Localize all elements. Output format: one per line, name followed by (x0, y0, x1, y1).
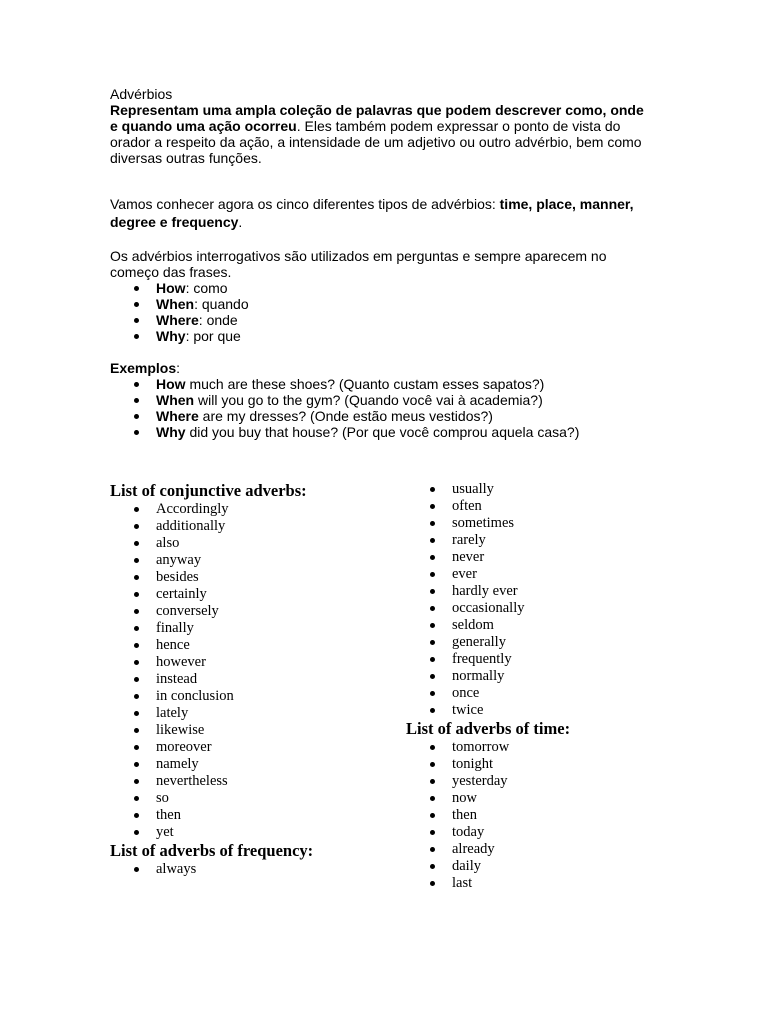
list-item-text: namely (156, 756, 199, 772)
intro-paragraph (110, 102, 650, 166)
list-item (406, 532, 666, 549)
bullet-icon (134, 382, 139, 387)
list-item (406, 807, 666, 824)
bullet-icon (134, 318, 139, 323)
bullet-icon (134, 592, 139, 597)
list-item (406, 875, 666, 892)
list-item (406, 515, 666, 532)
list-item-text: sometimes (452, 515, 515, 531)
list-item (406, 773, 666, 790)
bullet-icon (134, 430, 139, 435)
list-item (406, 651, 666, 668)
types-end: . (238, 214, 243, 230)
document-title: Advérbios (110, 86, 173, 102)
list-item-text: today (452, 824, 485, 840)
list-item-text: hardly ever (452, 583, 518, 599)
bullet-icon (134, 660, 139, 665)
list-item (110, 688, 400, 705)
list-item (110, 671, 400, 688)
bullet-icon (430, 830, 435, 835)
list-item (110, 824, 400, 841)
bullet-icon (134, 779, 139, 784)
list-item-text: finally (156, 620, 194, 636)
examples-label-rest: : (176, 360, 181, 376)
list-item-text: nevertheless (156, 773, 228, 789)
list-item (110, 280, 650, 296)
bullet-icon (430, 572, 435, 577)
bullet-icon (134, 830, 139, 835)
bullet-icon (134, 643, 139, 648)
frequency-list-right (406, 481, 666, 719)
conjunctive-list (110, 501, 400, 841)
frequency-heading: List of adverbs of frequency: (110, 841, 314, 860)
list-item (406, 685, 666, 702)
list-item-text: likewise (156, 722, 205, 738)
example-word: Where (156, 408, 199, 424)
example-text: will you go to the gym? (Quando você vai à academia?) (194, 392, 543, 408)
list-item-text: additionally (156, 518, 226, 534)
interrogative-meaning: : onde (198, 312, 238, 328)
bullet-icon (430, 691, 435, 696)
list-item-text: then (452, 807, 477, 823)
list-item (406, 702, 666, 719)
list-item (110, 586, 400, 603)
list-item-text: once (452, 685, 480, 701)
interrogatives-paragraph: Os advérbios interrogativos são utilizados em perguntas e sempre aparecem no começo das frases. (110, 248, 607, 280)
list-item (110, 705, 400, 722)
bullet-icon (430, 589, 435, 594)
bullet-icon (134, 334, 139, 339)
bullet-icon (134, 558, 139, 563)
intro-rest: . Eles também podem expressar o ponto de vista do orador a respeito da ação, a intensidade de um adjetivo ou outro advérbio, bem como diversas outras funções. (110, 118, 642, 166)
list-item (406, 498, 666, 515)
bullet-icon (134, 694, 139, 699)
interrogatives-list (110, 280, 650, 344)
bullet-icon (134, 398, 139, 403)
time-heading: List of adverbs of time: (406, 719, 571, 738)
bullet-icon (430, 708, 435, 713)
list-item (110, 376, 650, 392)
list-item (110, 603, 400, 620)
list-item-text: now (452, 790, 477, 806)
list-item (110, 790, 400, 807)
bullet-icon (430, 640, 435, 645)
list-item-text: never (452, 549, 485, 565)
list-item (110, 312, 650, 328)
list-item-text: hence (156, 637, 190, 653)
example-word: How (156, 376, 186, 392)
bullet-icon (430, 657, 435, 662)
examples-list (110, 376, 650, 440)
list-item-text: rarely (452, 532, 486, 548)
list-item-text: moreover (156, 739, 212, 755)
frequency-list-left (110, 861, 400, 878)
list-item-text: twice (452, 702, 484, 718)
list-item (110, 518, 400, 535)
list-item-text: yesterday (452, 773, 508, 789)
list-item (110, 569, 400, 586)
list-item (406, 634, 666, 651)
example-text: are my dresses? (Onde estão meus vestidos?) (198, 408, 493, 424)
list-item (110, 408, 650, 424)
list-item-text: then (156, 807, 181, 823)
list-item (406, 549, 666, 566)
list-item (110, 807, 400, 824)
list-item (110, 654, 400, 671)
list-item-text: anyway (156, 552, 202, 568)
bullet-icon (134, 728, 139, 733)
bullet-icon (430, 881, 435, 886)
types-bold: time, place, manner, degree e frequency (110, 196, 634, 230)
list-item-text: last (452, 875, 473, 891)
list-item-text: already (452, 841, 495, 857)
list-item-text: daily (452, 858, 481, 874)
interrogative-word: When (156, 296, 195, 312)
list-item-text: however (156, 654, 206, 670)
example-word: Why (156, 424, 186, 440)
bullet-icon (430, 779, 435, 784)
list-item-text: occasionally (452, 600, 525, 616)
list-item-text: lately (156, 705, 189, 721)
bullet-icon (134, 541, 139, 546)
interrogative-word: Where (156, 312, 199, 328)
list-item-text: also (156, 535, 180, 551)
list-item-text: Accordingly (156, 501, 229, 517)
bullet-icon (430, 606, 435, 611)
list-item (406, 566, 666, 583)
list-item (110, 501, 400, 518)
list-item (406, 600, 666, 617)
list-item-text: frequently (452, 651, 512, 667)
bullet-icon (134, 575, 139, 580)
list-item-text: normally (452, 668, 505, 684)
bullet-icon (134, 626, 139, 631)
bullet-icon (430, 504, 435, 509)
list-item (406, 858, 666, 875)
bullet-icon (430, 745, 435, 750)
bullet-icon (430, 674, 435, 679)
list-item (406, 739, 666, 756)
bullet-icon (134, 745, 139, 750)
bullet-icon (430, 487, 435, 492)
list-item-text: besides (156, 569, 199, 585)
list-item (110, 392, 650, 408)
bullet-icon (430, 538, 435, 543)
list-item (406, 617, 666, 634)
list-item-text: always (156, 861, 197, 877)
interrogative-word: How (156, 280, 186, 296)
types-paragraph (110, 195, 650, 231)
bullet-icon (430, 623, 435, 628)
list-item (110, 424, 650, 440)
list-item-text: generally (452, 634, 506, 650)
list-item-text: seldom (452, 617, 494, 633)
list-item-text: certainly (156, 586, 207, 602)
interrogative-meaning: : por que (185, 328, 241, 344)
list-item-text: usually (452, 481, 494, 497)
bullet-icon (134, 867, 139, 872)
bullet-icon (134, 302, 139, 307)
list-item (110, 535, 400, 552)
bullet-icon (134, 762, 139, 767)
example-word: When (156, 392, 195, 408)
list-item (406, 841, 666, 858)
example-text: did you buy that house? (Por que você comprou aquela casa?) (185, 424, 580, 440)
example-text: much are these shoes? (Quanto custam esses sapatos?) (185, 376, 545, 392)
bullet-icon (430, 813, 435, 818)
list-item (110, 637, 400, 654)
bullet-icon (430, 762, 435, 767)
left-column (110, 481, 400, 878)
list-item-text: often (452, 498, 482, 514)
bullet-icon (430, 864, 435, 869)
list-item-text: yet (156, 824, 174, 840)
intro-bold: Representam uma ampla coleção de palavras que podem descrever como, onde e quando uma ação ocorreu (110, 102, 644, 134)
list-item (110, 328, 650, 344)
time-list (406, 739, 666, 892)
list-item-text: so (156, 790, 169, 806)
conjunctive-heading: List of conjunctive adverbs: (110, 481, 307, 500)
list-item (110, 773, 400, 790)
list-item (406, 790, 666, 807)
list-item (406, 583, 666, 600)
list-item-text: conversely (156, 603, 219, 619)
list-item (110, 620, 400, 637)
list-item (406, 668, 666, 685)
interrogative-word: Why (156, 328, 186, 344)
bullet-icon (430, 847, 435, 852)
examples-label (110, 360, 650, 376)
list-item-text: in conclusion (156, 688, 234, 704)
list-item (406, 481, 666, 498)
interrogative-meaning: : quando (194, 296, 249, 312)
bullet-icon (430, 796, 435, 801)
bullet-icon (134, 524, 139, 529)
bullet-icon (134, 796, 139, 801)
list-item (110, 739, 400, 756)
bullet-icon (134, 813, 139, 818)
bullet-icon (430, 555, 435, 560)
list-item-text: instead (156, 671, 198, 687)
list-item (406, 756, 666, 773)
list-item (110, 296, 650, 312)
right-column (406, 481, 666, 892)
examples-label-bold: Exemplos (110, 360, 177, 376)
bullet-icon (134, 677, 139, 682)
list-item (110, 756, 400, 773)
bullet-icon (134, 609, 139, 614)
bullet-icon (134, 414, 139, 419)
bullet-icon (134, 711, 139, 716)
bullet-icon (134, 286, 139, 291)
list-item (110, 861, 400, 878)
list-item-text: ever (452, 566, 477, 582)
bullet-icon (430, 521, 435, 526)
list-item-text: tonight (452, 756, 494, 772)
interrogative-meaning: : como (185, 280, 228, 296)
list-item (110, 552, 400, 569)
list-item (406, 824, 666, 841)
list-item-text: tomorrow (452, 739, 510, 755)
bullet-icon (134, 507, 139, 512)
document-body (110, 84, 650, 440)
list-item (110, 722, 400, 739)
types-text: Vamos conhecer agora os cinco diferentes tipos de advérbios: (110, 196, 500, 212)
